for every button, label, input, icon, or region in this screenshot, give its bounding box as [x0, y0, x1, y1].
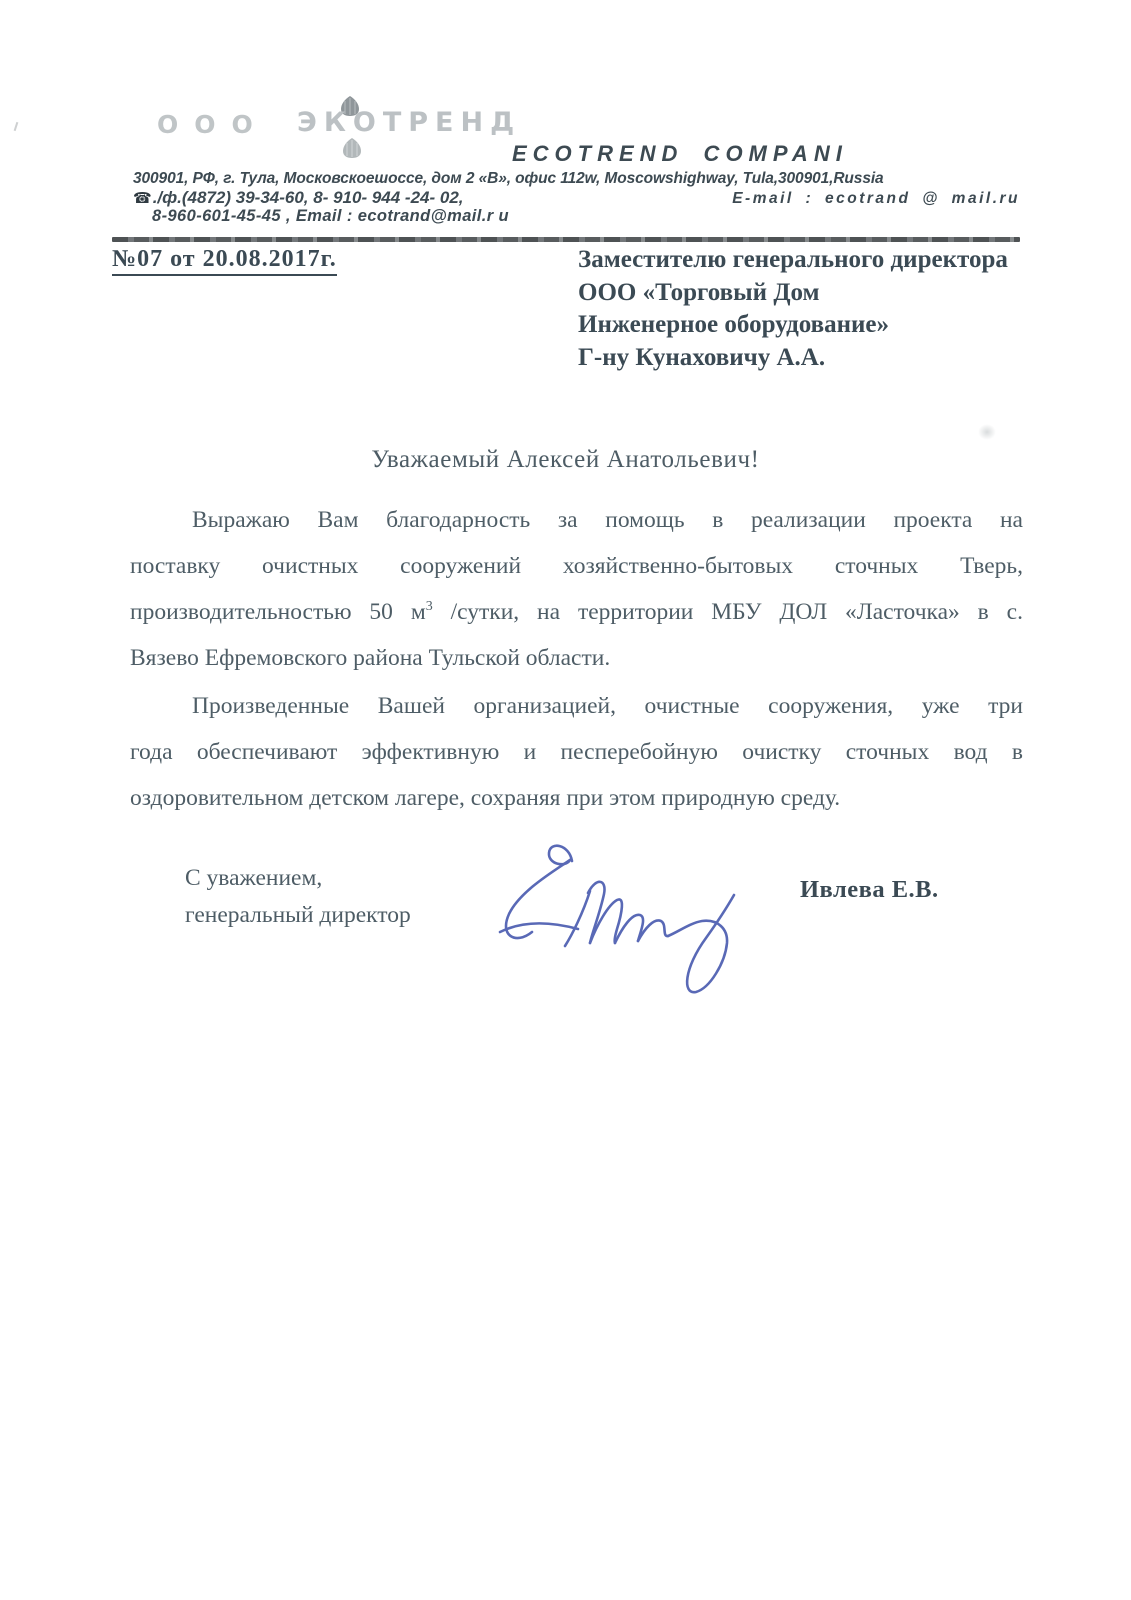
email-address: E-mail : ecotrand @ mail.ru	[732, 190, 1020, 207]
logo-company-text: ЭКОТРЕНД	[297, 107, 522, 138]
signer-title: генеральный директор	[185, 902, 411, 928]
body-paragraph-1	[130, 497, 1023, 681]
body-line: Произведенные Вашей организацией, очистные сооружения, уже три	[192, 693, 1023, 719]
body-paragraph-2	[130, 683, 1023, 821]
body-text: производительностью 50 м	[130, 599, 426, 625]
recipient-block	[578, 244, 1028, 374]
body-line	[130, 589, 1023, 635]
closing-phrase: С уважением,	[185, 865, 323, 891]
recipient-line: Заместителю генерального директора	[578, 246, 1008, 273]
recipient-line: Инженерное оборудование»	[578, 311, 889, 338]
scan-artifact	[14, 122, 19, 131]
outgoing-number-date: №07 от 20.08.2017г.	[112, 246, 337, 276]
body-line: года обеспечивают эффективную и песперебойную очистку сточных вод в	[130, 739, 1023, 765]
handwritten-signature	[466, 833, 746, 998]
header-divider	[112, 237, 1020, 242]
acorn-ornament-bottom-icon	[339, 137, 365, 159]
body-line: Выражаю Вам благодарность за помощь в реализации проекта на	[192, 507, 1023, 533]
telephone-icon: ☎	[133, 190, 152, 207]
recipient-line: Г-ну Кунаховичу А.А.	[578, 343, 826, 371]
body-line: поставку очистных сооружений хозяйственно-бытовых сточных Тверь,	[130, 553, 1023, 579]
phone-line-2: 8-960-601-45-45 , Email : ecotrand@mail.r u	[152, 207, 510, 225]
phone-numbers: ./ф.(4872) 39-34-60, 8- 910- 944 -24- 02,	[152, 188, 464, 207]
closing-block	[185, 860, 411, 934]
superscript-cubed: 3	[425, 599, 433, 615]
contacts-row	[133, 188, 1020, 208]
body-text: /сутки, на территории МБУ ДОЛ «Ласточка» в с.	[432, 599, 1023, 625]
phone-line	[133, 188, 464, 208]
salutation: Уважаемый Алексей Анатольевич!	[371, 446, 760, 473]
company-name-latin: ECOTREND COMPANI	[512, 141, 848, 166]
scan-artifact	[978, 424, 996, 440]
logo-ooo-text: ООО	[157, 110, 269, 139]
body-line: Вязево Ефремовского района Тульской области.	[130, 645, 611, 671]
body-line: оздоровительном детском лагере, сохраняя при этом природную среду.	[130, 785, 841, 811]
company-address: 300901, РФ, г. Тула, Московскоешоссе, дом 2 «В», офис 112w, Moscowshighway, Tula,300901,Russia	[133, 170, 884, 187]
signer-name: Ивлева Е.В.	[800, 876, 939, 903]
recipient-line: ООО «Торговый Дом	[578, 278, 820, 306]
